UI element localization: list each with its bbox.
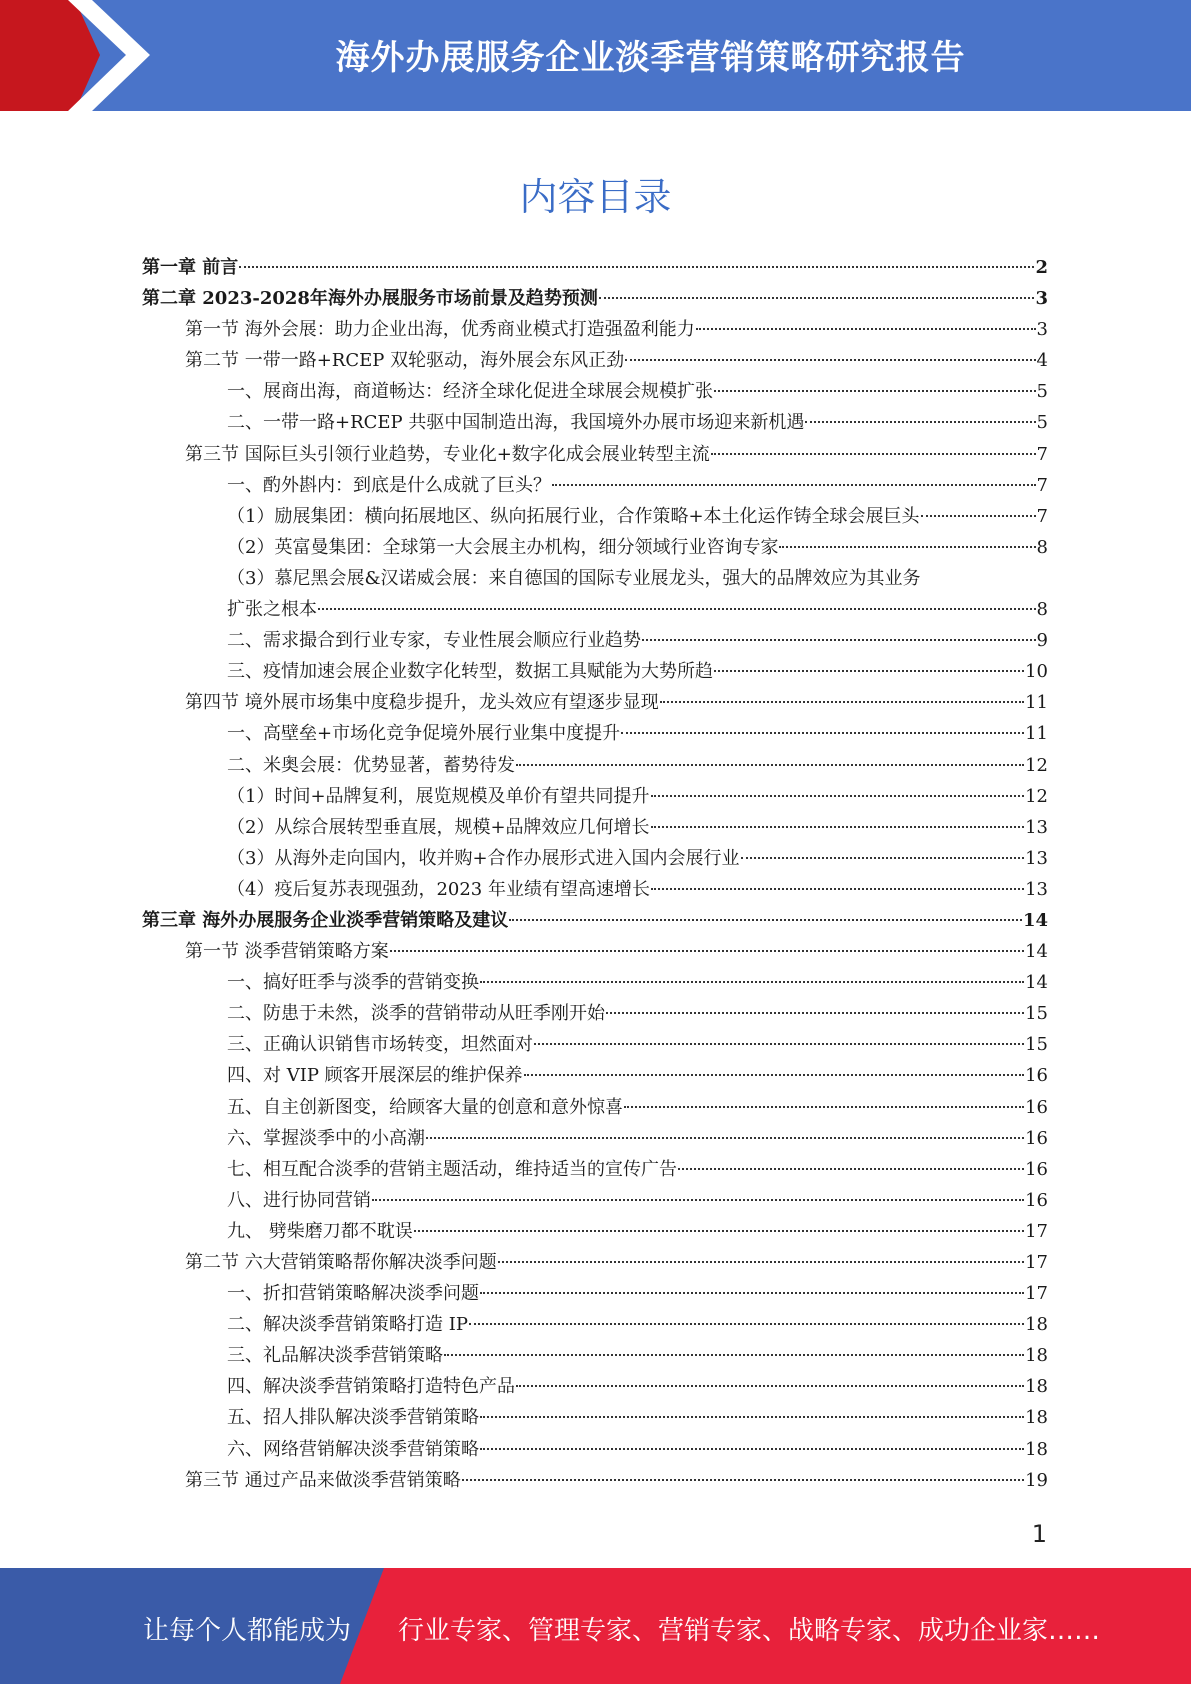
toc-entry-page-number: 18 (1025, 1314, 1048, 1336)
toc-entry-label: 五、招人排队解决淡季营销策略 (227, 1407, 479, 1429)
toc-entry[interactable] (142, 687, 1048, 718)
toc-entry[interactable] (142, 501, 1048, 532)
toc-dot-leader (741, 857, 1025, 859)
toc-dot-leader (480, 1416, 1024, 1418)
toc-entry[interactable] (142, 1340, 1048, 1371)
toc-dot-leader (480, 1448, 1024, 1450)
toc-entry[interactable] (142, 750, 1048, 781)
toc-entry[interactable] (142, 781, 1048, 812)
toc-entry-label: 二、解决淡季营销策略打造 IP (227, 1314, 468, 1336)
page-header (0, 0, 1191, 111)
toc-entry[interactable] (142, 252, 1048, 283)
toc-entry-label: （3）从海外走向国内，收并购+合作办展形式进入国内会展行业 (227, 847, 740, 869)
toc-dot-leader (444, 1354, 1024, 1356)
toc-entry-label: 七、相互配合淡季的营销主题活动，维持适当的宣传广告 (227, 1158, 677, 1180)
toc-dot-leader (480, 1292, 1024, 1294)
toc-dot-leader (624, 1106, 1024, 1108)
toc-dot-leader (621, 732, 1024, 734)
toc-entry[interactable] (142, 1247, 1048, 1278)
toc-entry-page-number: 8 (1036, 599, 1048, 621)
toc-dot-leader (372, 1199, 1024, 1201)
toc-entry[interactable] (142, 1434, 1048, 1465)
toc-entry[interactable] (142, 1216, 1048, 1247)
toc-entry-page-number: 2 (1035, 257, 1048, 278)
toc-entry-page-number: 13 (1025, 847, 1048, 869)
toc-dot-leader (469, 1323, 1024, 1325)
toc-entry[interactable] (142, 1278, 1048, 1309)
toc-entry[interactable] (142, 1402, 1048, 1433)
toc-dot-leader (651, 795, 1025, 797)
toc-dot-leader (414, 1230, 1024, 1232)
toc-dot-leader (534, 1043, 1024, 1045)
footer-slogan-left: 让每个人都能成为 (143, 1616, 352, 1646)
toc-dot-leader (516, 764, 1024, 766)
toc-entry[interactable] (142, 470, 1048, 501)
toc-entry-page-number: 15 (1025, 1003, 1048, 1025)
toc-entry-page-number: 16 (1025, 1096, 1048, 1118)
toc-entry-page-number: 14 (1025, 972, 1048, 994)
toc-entry[interactable] (142, 1060, 1048, 1091)
toc-entry-label: （1）励展集团：横向拓展地区、纵向拓展行业，合作策略+本土化运作铸全球会展巨头 (227, 505, 920, 527)
toc-entry[interactable] (142, 314, 1048, 345)
toc-entry-label: 第三节 国际巨头引领行业趋势，专业化+数字化成会展业转型主流 (185, 443, 710, 465)
toc-entry-label: （2）从综合展转型垂直展，规模+品牌效应几何增长 (227, 816, 650, 838)
toc-dot-leader (606, 1012, 1024, 1014)
toc-entry-page-number: 7 (1036, 505, 1048, 527)
toc-dot-leader (642, 639, 1036, 641)
toc-entry-page-number: 12 (1025, 754, 1048, 776)
toc-entry-page-number: 13 (1025, 878, 1048, 900)
toc-entry-page-number: 13 (1025, 816, 1048, 838)
toc-entry-label: （3）慕尼黑会展&汉诺威会展：来自德国的国际专业展龙头，强大的品牌效应为其业务 (227, 567, 921, 589)
toc-dot-leader (651, 826, 1025, 828)
toc-dot-leader (651, 888, 1024, 890)
toc-entry-page-number: 17 (1025, 1252, 1048, 1273)
toc-entry-label: 五、自主创新图变，给顾客大量的创意和意外惊喜 (227, 1096, 623, 1118)
toc-entry-label: 三、疫情加速会展企业数字化转型，数据工具赋能为大势所趋 (227, 661, 713, 683)
toc-entry-label: 一、折扣营销策略解决淡季问题 (227, 1283, 479, 1305)
toc-entry-page-number: 16 (1025, 1189, 1048, 1211)
toc-dot-leader (318, 608, 1036, 610)
toc-entry-page-number: 19 (1025, 1469, 1048, 1491)
toc-entry-label: 二、需求撮合到行业专家，专业性展会顺应行业趋势 (227, 630, 641, 652)
toc-entry-page-number: 18 (1025, 1345, 1048, 1367)
toc-entry[interactable] (142, 1092, 1048, 1123)
toc-entry[interactable] (142, 625, 1048, 656)
toc-entry-page-number: 17 (1025, 1220, 1048, 1242)
toc-dot-leader (714, 390, 1036, 392)
toc-entry-page-number: 12 (1025, 785, 1048, 807)
toc-entry-label: 扩张之根本 (227, 599, 317, 621)
toc-entry[interactable] (142, 345, 1048, 376)
toc-entry[interactable] (142, 283, 1048, 314)
toc-entry[interactable] (142, 376, 1048, 407)
toc-entry-label: 第二章 2023-2028年海外办展服务市场前景及趋势预测 (142, 288, 598, 310)
toc-entry-label: 第一节 淡季营销策略方案 (185, 941, 389, 963)
toc-entry[interactable] (142, 936, 1048, 967)
toc-entry[interactable] (142, 1154, 1048, 1185)
toc-dot-leader (426, 1137, 1024, 1139)
toc-entry-label: 六、网络营销解决淡季营销策略 (227, 1438, 479, 1460)
toc-entry-label: 三、正确认识销售市场转变，坦然面对 (227, 1034, 533, 1056)
toc-entry-label: 一、酌外斟内：到底是什么成就了巨头？ (227, 474, 551, 496)
toc-entry-label: 二、一带一路+RCEP 共驱中国制造出海，我国境外办展市场迎来新机遇 (227, 412, 805, 434)
toc-entry-label: 四、对 VIP 顾客开展深层的维护保养 (227, 1065, 523, 1087)
toc-entry[interactable] (142, 998, 1048, 1029)
toc-entry-page-number: 11 (1025, 723, 1048, 745)
toc-entry-label: 二、米奥会展：优势显著，蓄势待发 (227, 754, 515, 776)
toc-entry-page-number: 18 (1025, 1376, 1048, 1398)
toc-dot-leader (714, 670, 1024, 672)
toc-dot-leader (498, 1261, 1024, 1263)
toc-entry-page-number: 9 (1036, 630, 1048, 652)
toc-entry-page-number: 18 (1025, 1438, 1048, 1460)
toc-entry[interactable] (142, 1029, 1048, 1060)
toc-entry-label: 九、 劈柴磨刀都不耽误 (227, 1220, 413, 1242)
toc-entry-page-number: 16 (1025, 1065, 1048, 1087)
toc-entry[interactable] (142, 532, 1048, 563)
toc-entry[interactable] (142, 1185, 1048, 1216)
toc-entry-label: 八、进行协同营销 (227, 1189, 371, 1211)
toc-entry-page-number: 16 (1025, 1127, 1048, 1149)
toc-entry-label: 三、礼品解决淡季营销策略 (227, 1345, 443, 1367)
toc-entry-page-number: 14 (1025, 941, 1048, 963)
toc-dot-leader (711, 453, 1036, 455)
toc-entry-page-number: 4 (1036, 350, 1048, 372)
toc-entry[interactable] (142, 967, 1048, 998)
toc-entry[interactable] (142, 718, 1048, 749)
toc-dot-leader (524, 1074, 1024, 1076)
toc-entry-page-number: 16 (1025, 1158, 1048, 1180)
toc-entry-label: 第二节 一带一路+RCEP 双轮驱动，海外展会东风正劲 (185, 350, 625, 372)
toc-entry-page-number: 5 (1036, 412, 1048, 434)
toc-entry-page-number: 15 (1025, 1034, 1048, 1056)
toc-heading: 内容目录 (519, 175, 672, 219)
toc-entry-label: 二、防患于未然，淡季的营销带动从旺季刚开始 (227, 1003, 605, 1025)
toc-entry[interactable] (142, 594, 1048, 625)
toc-entry-page-number: 3 (1035, 288, 1048, 310)
toc-entry-label: 第三节 通过产品来做淡季营销策略 (185, 1469, 461, 1491)
toc-entry-page-number: 7 (1036, 443, 1048, 465)
toc-dot-leader (390, 950, 1024, 952)
page-number: 1 (1031, 1520, 1047, 1548)
toc-entry[interactable] (142, 563, 1048, 594)
toc-dot-leader (552, 484, 1036, 486)
toc-entry-label: 第一节 海外会展：助力企业出海，优秀商业模式打造强盈利能力 (185, 319, 695, 341)
toc-dot-leader (480, 981, 1024, 983)
toc-entry-label: （4）疫后复苏表现强劲，2023 年业绩有望高速增长 (227, 878, 650, 900)
toc-entry[interactable] (142, 874, 1048, 905)
toc-entry[interactable] (142, 1309, 1048, 1340)
toc-entry-page-number: 10 (1025, 661, 1048, 683)
toc-entry-page-number: 17 (1025, 1283, 1048, 1305)
toc-entry[interactable] (142, 843, 1048, 874)
toc-entry-label: （1）时间+品牌复利，展览规模及单价有望共同提升 (227, 785, 650, 807)
toc-entry[interactable] (142, 812, 1048, 843)
toc-dot-leader (462, 1479, 1024, 1481)
toc-entry-page-number: 8 (1036, 536, 1048, 558)
toc-dot-leader (660, 701, 1024, 703)
toc-entry[interactable] (142, 1465, 1048, 1496)
toc-entry-label: （2）英富曼集团：全球第一大会展主办机构，细分领域行业咨询专家 (227, 536, 779, 558)
report-title: 海外办展服务企业淡季营销策略研究报告 (335, 38, 966, 78)
footer-slogan-right: 行业专家、管理专家、营销专家、战略专家、成功企业家…… (398, 1616, 1101, 1646)
toc-entry[interactable] (142, 407, 1048, 438)
toc-entry-label: 第四节 境外展市场集中度稳步提升，龙头效应有望逐步显现 (185, 692, 659, 714)
toc-entry-page-number: 3 (1036, 319, 1048, 341)
table-of-contents (142, 252, 1048, 1496)
toc-dot-leader (509, 919, 1022, 921)
toc-dot-leader (779, 546, 1035, 548)
header-red-arrow-decoration (0, 0, 100, 111)
toc-entry[interactable] (142, 439, 1048, 470)
toc-entry-page-number: 14 (1022, 909, 1048, 931)
toc-dot-leader (599, 297, 1035, 299)
toc-entry[interactable] (142, 656, 1048, 687)
toc-dot-leader (696, 328, 1036, 330)
toc-entry[interactable] (142, 1123, 1048, 1154)
toc-dot-leader (625, 359, 1035, 361)
toc-entry-page-number: 18 (1025, 1407, 1048, 1429)
toc-entry-label: 第三章 海外办展服务企业淡季营销策略及建议 (142, 909, 509, 931)
toc-dot-leader (516, 1385, 1024, 1387)
toc-entry-page-number: 7 (1036, 474, 1048, 496)
toc-entry-label: 四、解决淡季营销策略打造特色产品 (227, 1376, 515, 1398)
toc-dot-leader (239, 266, 1034, 268)
toc-entry-label: 一、高壁垒+市场化竞争促境外展行业集中度提升 (227, 723, 621, 745)
toc-dot-leader (678, 1168, 1024, 1170)
page-footer (0, 1568, 1191, 1684)
toc-entry-page-number: 5 (1036, 381, 1048, 403)
toc-entry-label: 一、搞好旺季与淡季的营销变换 (227, 972, 479, 994)
toc-dot-leader (805, 421, 1035, 423)
toc-entry-label: 一、展商出海，商道畅达：经济全球化促进全球展会规模扩张 (227, 381, 713, 403)
toc-dot-leader (921, 515, 1036, 517)
toc-entry[interactable] (142, 1371, 1048, 1402)
toc-entry-label: 六、掌握淡季中的小高潮 (227, 1127, 425, 1149)
toc-entry-label: 第二节 六大营销策略帮你解决淡季问题 (185, 1252, 497, 1273)
toc-entry[interactable] (142, 905, 1048, 936)
toc-entry-page-number: 11 (1025, 692, 1048, 714)
toc-entry-label: 第一章 前言 (142, 257, 239, 278)
